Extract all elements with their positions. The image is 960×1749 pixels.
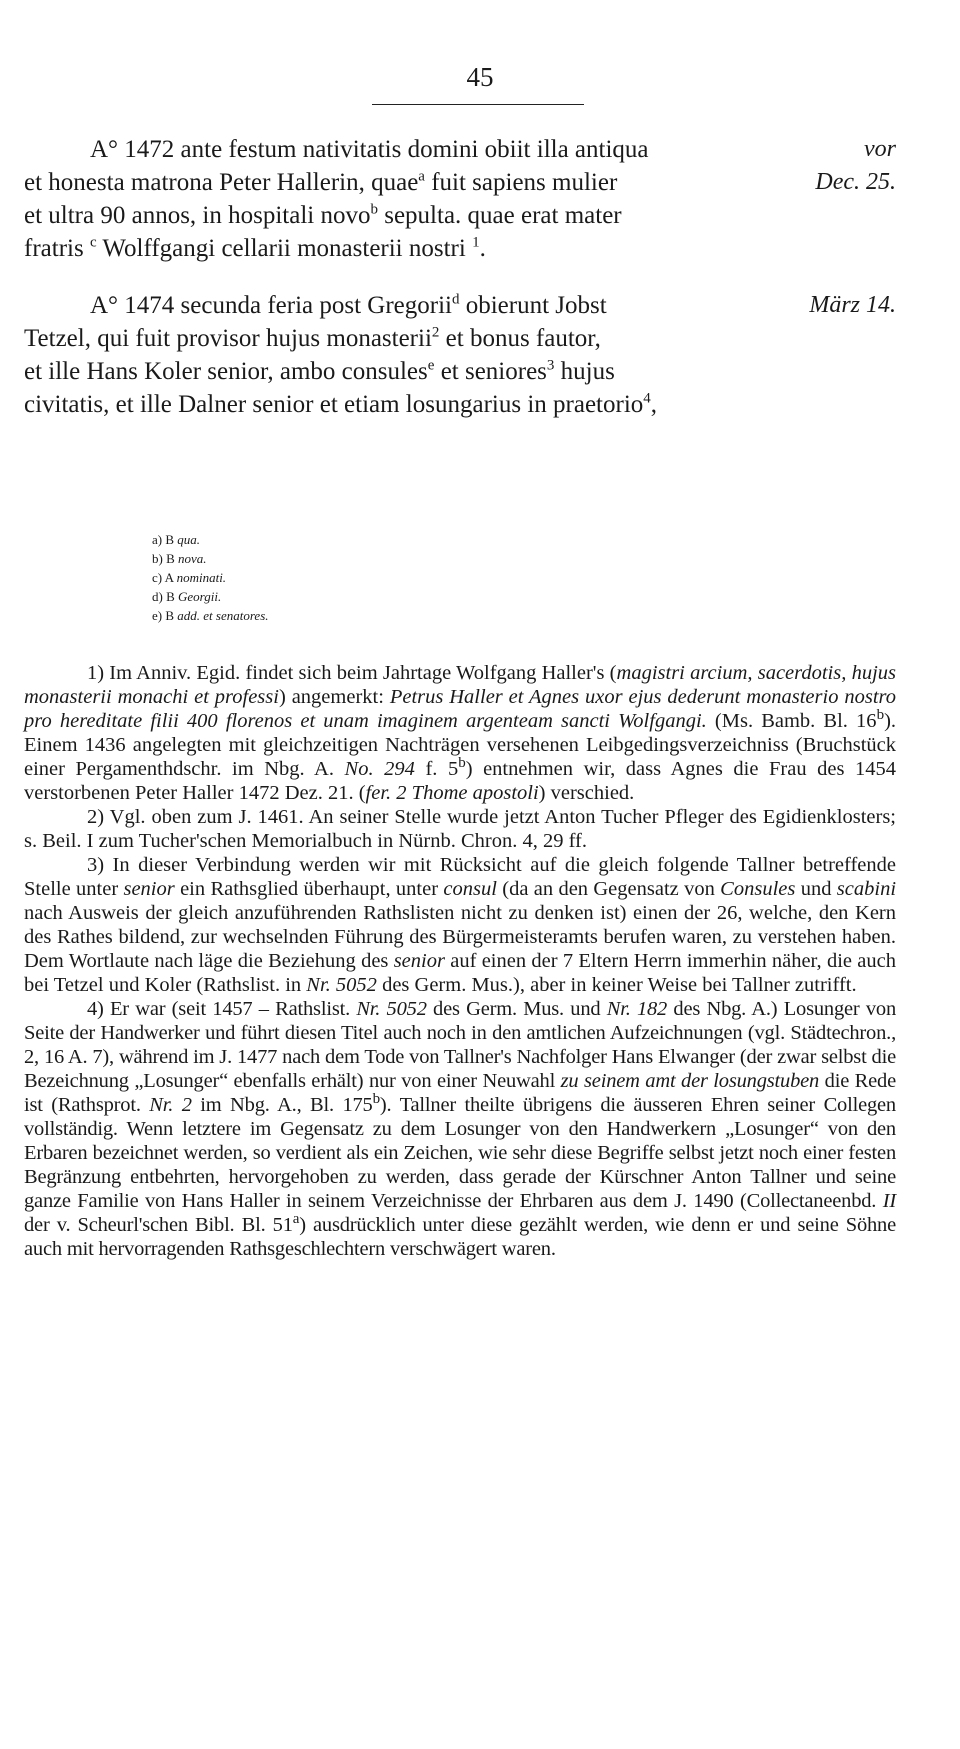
variant-note: a) B qua. (152, 532, 201, 547)
margin-note-vor: vor (864, 136, 896, 162)
entry-1474 (24, 289, 896, 421)
entry-1472-line-3: et ultra 90 annos, in hospitali novo$^b$ sepulta. quae erat mater (24, 201, 622, 229)
footnotes (24, 661, 896, 1261)
footnote-2: 2) Vgl. oben zum J. 1461. An seiner Stelle wurde jetzt Anton Tucher Pfleger des Egidienklosters; s. Beil. I zum Tucher'schen Memorialbuch in Nürnb. Chron. 4, 29 ff. (24, 806, 896, 852)
entry-1472-line-2: et honesta matrona Peter Hallerin, quae$^a$ fuit sapiens mulier Dec. 25. (24, 166, 896, 199)
variant-note: c) A nominati. (152, 570, 227, 585)
entry-1472 (24, 133, 896, 265)
footnote-3: 3) In dieser Verbindung werden wir mit Rücksicht auf die gleich folgende Tallner betreffende Stelle unter senior ein Rathsglied überhaupt, unter consul (da an den Gegensatz von Consules und scabini nach Ausweis der gleich anzuführenden Rathslisten nicht zu denken ist) einen der 26, welche, den Kern des Rathes bildend, zur wechselnden Führung des Bürgermeisteramts berufen waren, zu verstehen haben. Dem Wortlaute nach läge die Beziehung des senior auf einen der 7 Eltern Herrn immerhin näher, die auch bei Tetzel und Koler (Rathslist. in Nr. 5052 des Germ. Mus.), aber in keiner Weise bei Tallner zutrifft. (24, 854, 897, 996)
variant-note: b) B nova. (152, 551, 207, 566)
variant-note: d) B Georgii. (152, 589, 222, 604)
entry-1474-line-2: Tetzel, qui fuit provisor hujus monasterii$^2$ et bonus fautor, (24, 324, 601, 352)
variant-notes (152, 530, 269, 625)
variant-marker-b: b (370, 201, 378, 218)
footnote-marker-4: 4 (643, 390, 651, 407)
footnote-marker-3: 3 (546, 357, 555, 374)
entry-1472-line-1: A° 1472 ante festum nativitatis domini obiit illa antiqua vor (24, 133, 896, 166)
variant-marker-c: c (89, 234, 97, 251)
entry-1474-line-3: et ille Hans Koler senior, ambo consules$^e$ et seniores$^3$ hujus (24, 357, 615, 385)
margin-note-date: Dec. 25. (815, 169, 896, 195)
page-number: 45 (466, 62, 494, 92)
variant-marker-e: e (427, 357, 435, 374)
entry-1474-line-1: A° 1474 secunda feria post Gregorii$^d$ obierunt Jobst März 14. (24, 289, 896, 322)
footnote-1: 1) Im Anniv. Egid. findet sich beim Jahrtage Wolfgang Haller's (magistri arcium, sacerdotis, hujus monasterii monachi et professi) angemerkt: Petrus Haller et Agnes uxor ejus dederunt monasterio nostro pro hereditate filii 400 florenos et unam imaginem argenteam sancti Wolfgangi. (Ms. Bamb. Bl. 16$^b$). Einem 1436 angelegten mit gleichzeitigen Nachträgen versehenen Leibgedingsverzeichniss (Bruchstück einer Pergamenthdschr. im Nbg. A. No. 294 f. 5$^b$) entnehmen wir, dass Agnes die Frau des 1454 verstorbenen Peter Haller 1472 Dez. 21. (fer. 2 Thome apostoli) verschied. (24, 662, 897, 804)
entry-1474-line-4: civitatis, et ille Dalner senior et etiam losungarius in praetorio$^4$, (24, 390, 658, 418)
margin-note-maerz: März 14. (809, 292, 896, 318)
entry-1472-line-4: fratris $^c$ Wolffgangi cellarii monasterii nostri $^1$. (24, 234, 486, 262)
variant-marker-a: a (418, 168, 425, 185)
header-rule (372, 104, 584, 105)
footnote-4: 4) Er war (seit 1457 – Rathslist. Nr. 5052 des Germ. Mus. und Nr. 182 des Nbg. A.) Losunger von Seite der Handwerker und führt diesen Titel auch noch in den amtlichen Aufzeichnungen (vgl. Städtechron., 2, 16 A. 7), während im J. 1477 nach dem Tode von Tallner's Nachfolger Hans Elwanger (der zwar selbst die Bezeichnung „Losunger“ ebenfalls erhält) nur von einer Neuwahl zu seinem amt der losungstuben die Rede ist (Rathsprot. Nr. 2 im Nbg. A., Bl. 175$^b$). Tallner theilte übrigens die äusseren Ehren seiner Collegen vollständig. Wenn letztere im Gegensatz zu dem Losunger von den Handwerkern „Losunger“ von den Erbaren bezeichnet werden, so verdient als ein Zeichen, wie sehr diese Begriffe selbst jetzt noch einer festen Begränzung entbehrten, hervorgehoben zu werden, dass gerade der Kürschner Anton Tallner und seine ganze Familie von Hans Haller in seinem Verzeichnisse der Ehrbaren aus dem J. 1490 (Collectaneenbd. II der v. Scheurl'schen Bibl. Bl. 51$^a$) ausdrücklich unter diese gezählt werden, wie denn er und seine Söhne auch mit hervorragenden Rathsgeschlechtern verschwägert waren. (24, 998, 897, 1260)
footnote-marker-1: 1 (472, 234, 480, 251)
footnote-marker-2: 2 (431, 324, 440, 341)
variant-marker-d: d (451, 291, 460, 308)
variant-note: e) B add. et senatores. (152, 608, 269, 623)
